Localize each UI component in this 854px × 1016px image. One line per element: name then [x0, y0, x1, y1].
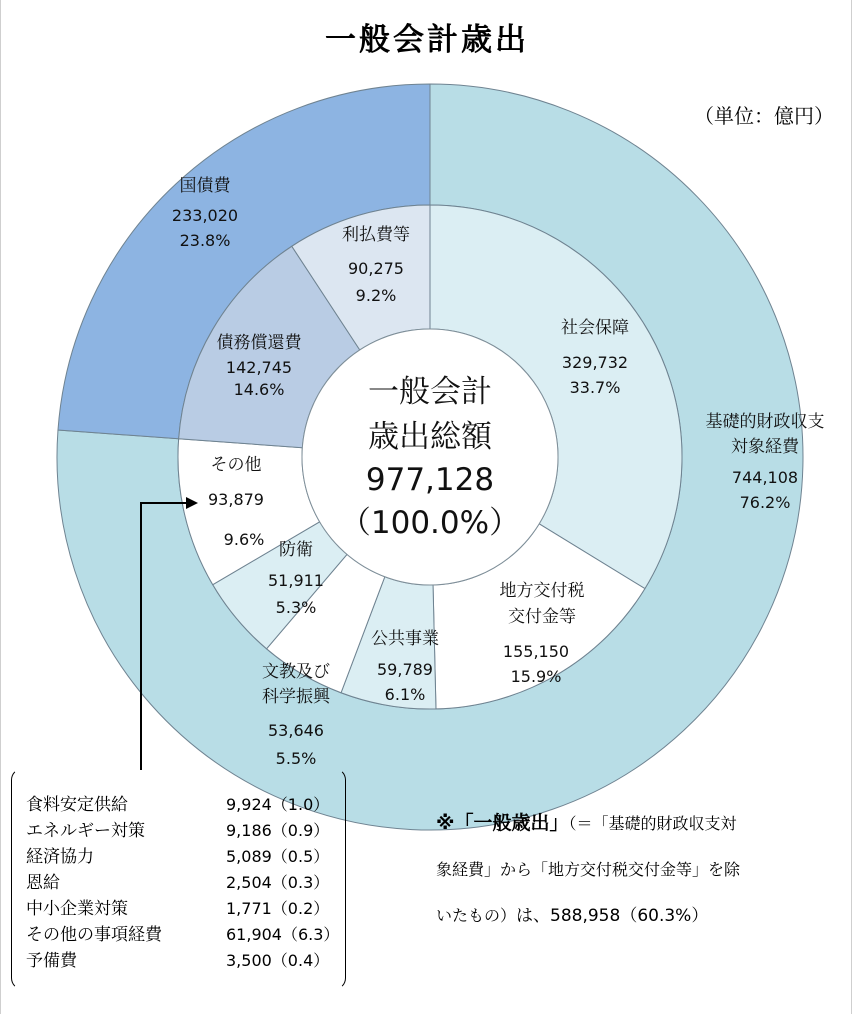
footnote-text3: いたもの） [436, 906, 517, 925]
outer-label-name-0: 対象経費 [731, 437, 799, 457]
footnote-mark: ※ [436, 812, 455, 834]
other-breakdown-row [26, 818, 346, 844]
other-breakdown-name: エネルギー対策 [26, 821, 145, 841]
inner-label-name-7: 利払費等 [342, 225, 410, 245]
inner-label-value-2: 59,789 [377, 660, 433, 679]
inner-label-value-1: 155,150 [502, 642, 570, 661]
footnote-line1 [436, 800, 836, 847]
center-total: 977,128 [365, 462, 495, 498]
outer-label-name-0: 基礎的財政収支 [705, 412, 825, 432]
other-breakdown-value: 61,904（6.3） [226, 925, 340, 944]
outer-label-value-1: 233,020 [171, 206, 239, 225]
unit-label: （単位：億円） [694, 104, 834, 128]
other-breakdown-list [26, 792, 346, 974]
other-breakdown-row [26, 844, 346, 870]
other-breakdown-row [26, 792, 346, 818]
outer-label-value-0: 744,108 [731, 468, 799, 487]
footnote-result-prefix: は、 [516, 906, 551, 926]
inner-label-name-0: 社会保障 [561, 318, 629, 338]
center-line1: 一般会計 [368, 374, 492, 410]
other-breakdown-name: 恩給 [26, 873, 60, 893]
footnote-line3 [436, 893, 836, 939]
center-hole [302, 329, 558, 585]
footnote-term: 「一般歳出」 [454, 812, 569, 834]
inner-label-name-2: 公共事業 [371, 629, 439, 649]
other-breakdown-value: 9,186（0.9） [226, 821, 330, 840]
other-breakdown-row [26, 896, 346, 922]
inner-label-percent-4: 5.3% [275, 598, 317, 617]
inner-label-percent-1: 15.9% [510, 667, 562, 686]
inner-label-name-5: その他 [210, 455, 262, 475]
other-breakdown-value: 9,924（1.0） [226, 795, 330, 814]
inner-label-percent-6: 14.6% [233, 380, 285, 399]
outer-label-name-1: 国債費 [179, 176, 231, 196]
other-breakdown-name: その他の事項経費 [26, 925, 162, 945]
inner-label-percent-7: 9.2% [355, 286, 397, 305]
other-breakdown-name: 経済協力 [26, 847, 94, 867]
footnote-text1: （＝「基礎的財政収支対 [568, 814, 737, 833]
other-breakdown-value: 3,500（0.4） [226, 951, 330, 970]
inner-label-value-0: 329,732 [561, 353, 629, 372]
inner-label-name-6: 債務償還費 [216, 333, 302, 353]
inner-label-name-1: 交付金等 [508, 607, 576, 627]
center-line2: 歳出総額 [368, 419, 492, 455]
other-breakdown-value: 5,089（0.5） [226, 847, 330, 866]
other-breakdown-row [26, 948, 346, 974]
inner-label-percent-3: 5.5% [275, 749, 317, 768]
inner-label-value-6: 142,745 [225, 358, 293, 377]
other-breakdown-value: 1,771（0.2） [226, 899, 330, 918]
chart-title: 一般会計歳出 [325, 22, 529, 58]
footnote-line2: 象経費」から「地方交付税交付金等」を除 [436, 860, 741, 879]
outer-label-percent-1: 23.8% [179, 231, 231, 250]
inner-label-value-5: 93,879 [208, 490, 264, 509]
inner-label-value-7: 90,275 [348, 259, 404, 278]
inner-label-percent-0: 33.7% [569, 378, 621, 397]
footnote-result: 588,958（60.3%） [550, 906, 709, 926]
inner-label-name-3: 科学振興 [262, 687, 330, 707]
other-breakdown-value: 2,504（0.3） [226, 873, 330, 892]
center-share: （100.0%） [339, 505, 521, 541]
inner-label-value-3: 53,646 [268, 721, 324, 740]
inner-label-name-3: 文教及び [262, 662, 330, 682]
inner-label-name-1: 地方交付税 [499, 581, 585, 601]
outer-label-percent-0: 76.2% [739, 493, 791, 512]
inner-label-name-4: 防衛 [279, 540, 313, 560]
other-breakdown-name: 食料安定供給 [26, 795, 128, 815]
other-breakdown-name: 中小企業対策 [26, 899, 128, 919]
other-breakdown-row [26, 870, 346, 896]
other-breakdown-row [26, 922, 346, 948]
inner-label-percent-5: 9.6% [223, 530, 265, 549]
inner-label-percent-2: 6.1% [384, 685, 426, 704]
footnote [436, 800, 836, 939]
inner-label-value-4: 51,911 [268, 571, 324, 590]
other-breakdown-name: 予備費 [26, 951, 77, 971]
